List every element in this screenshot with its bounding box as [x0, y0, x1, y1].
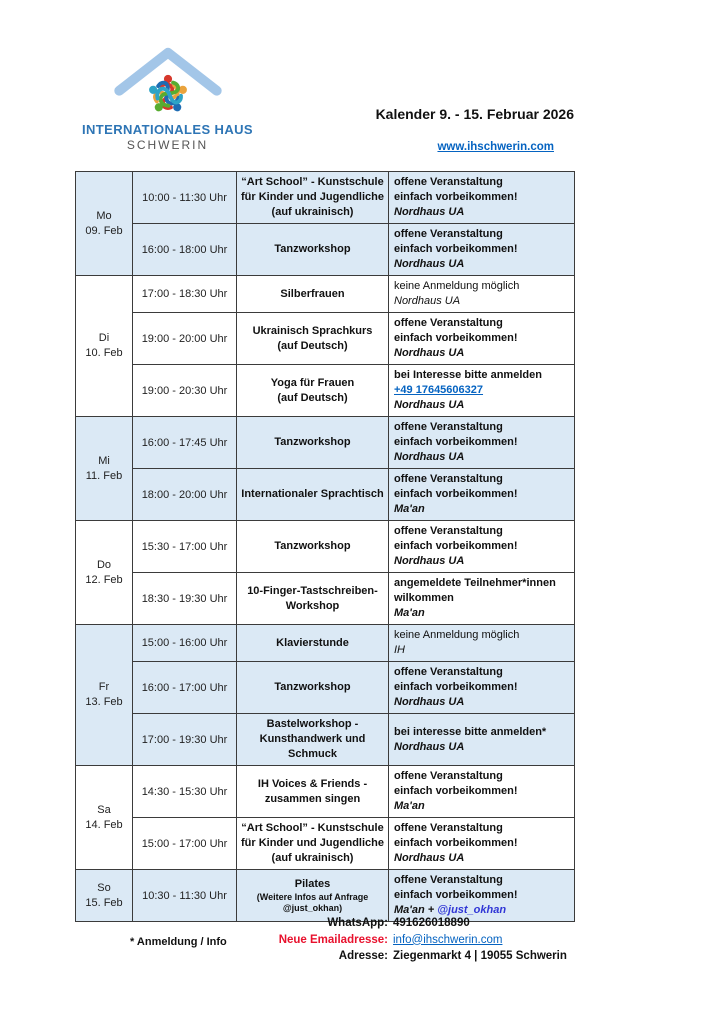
- info-text: bei interesse bitte anmelden*: [394, 725, 547, 738]
- time-cell: 15:00 - 17:00 Uhr: [133, 818, 237, 870]
- time-cell: 16:00 - 18:00 Uhr: [133, 224, 237, 276]
- day-label: Do: [96, 558, 112, 571]
- address-line: [0, 948, 724, 965]
- event-title-line: (auf ukrainisch): [271, 852, 354, 864]
- event-cell: [237, 766, 389, 818]
- info-cell: [389, 766, 575, 818]
- info-line: [394, 799, 570, 814]
- phone-link[interactable]: +49 17645606327: [394, 384, 484, 396]
- event-cell: [237, 625, 389, 662]
- day-cell: [76, 521, 133, 625]
- event-title-line: “Art School” - Kunstschule: [241, 822, 384, 834]
- schedule-row: [76, 469, 575, 521]
- day-cell: [76, 172, 133, 276]
- info-text: einfach vorbeikommen!: [394, 681, 518, 693]
- day-cell: [76, 870, 133, 922]
- day-label: Di: [98, 332, 110, 344]
- info-line: [394, 190, 570, 205]
- schedule-row: [76, 417, 575, 469]
- info-line: [394, 205, 570, 220]
- info-line: [394, 873, 570, 888]
- website-link[interactable]: www.ihschwerin.com: [437, 141, 554, 153]
- info-line: [394, 524, 570, 539]
- info-text: keine Anmeldung möglich: [394, 629, 520, 641]
- info-line: [394, 257, 570, 272]
- event-title-line: Pilates: [294, 878, 331, 890]
- page-title: Kalender 9. - 15. Februar 2026: [375, 106, 574, 122]
- time-cell: 17:00 - 19:30 Uhr: [133, 714, 237, 766]
- info-line: [394, 606, 570, 621]
- event-cell: [237, 417, 389, 469]
- info-line: [394, 888, 570, 903]
- logo-title: INTERNATIONALES HAUS: [82, 122, 253, 137]
- info-cell: [389, 469, 575, 521]
- info-text: Nordhaus UA: [394, 258, 465, 270]
- info-line: [394, 487, 570, 502]
- info-text: offene Veranstaltung: [394, 421, 503, 433]
- info-text: Ma'an +: [394, 904, 438, 916]
- info-text: Nordhaus UA: [394, 852, 465, 864]
- info-line: [394, 502, 570, 517]
- info-text: Ma'an: [394, 800, 425, 812]
- event-title-line: Tanzworkshop: [274, 540, 351, 552]
- event-cell: [237, 662, 389, 714]
- event-cell: [237, 870, 389, 922]
- event-title-line: für Kinder und Jugendliche: [240, 191, 384, 203]
- day-label: 11. Feb: [85, 469, 123, 482]
- schedule-row: [76, 625, 575, 662]
- info-line: [394, 539, 570, 554]
- event-title-line: “Art School” - Kunstschule: [241, 176, 384, 188]
- schedule-row: [76, 766, 575, 818]
- info-text: offene Veranstaltung: [394, 176, 503, 188]
- info-line: [394, 821, 570, 836]
- footer: [0, 915, 724, 965]
- info-line: [394, 242, 570, 257]
- info-text: Nordhaus UA: [394, 295, 461, 307]
- info-text: einfach vorbeikommen!: [394, 436, 518, 448]
- info-text: Nordhaus UA: [394, 696, 465, 708]
- info-text: Nordhaus UA: [394, 451, 465, 463]
- info-text: bei Interesse bitte anmelden: [394, 369, 542, 381]
- info-line: [394, 680, 570, 695]
- info-line: [394, 695, 570, 710]
- info-text: Nordhaus UA: [394, 347, 465, 359]
- schedule-row: [76, 313, 575, 365]
- info-cell: [389, 224, 575, 276]
- day-cell: [76, 276, 133, 417]
- event-note-line: @just_okhan): [282, 903, 343, 913]
- day-label: 12. Feb: [85, 573, 123, 586]
- whatsapp-line: [0, 915, 724, 932]
- info-line: [394, 851, 570, 866]
- event-cell: [237, 224, 389, 276]
- logo-subtitle: SCHWERIN: [126, 138, 209, 152]
- event-note-line: (Weitere Infos auf Anfrage: [256, 892, 369, 902]
- info-text: Nordhaus UA: [394, 206, 465, 218]
- info-text: einfach vorbeikommen!: [394, 837, 518, 849]
- info-cell: [389, 417, 575, 469]
- schedule-table-body: [76, 172, 575, 922]
- info-text: wilkommen: [394, 592, 454, 604]
- day-label: Sa: [97, 803, 111, 816]
- day-cell: [76, 417, 133, 521]
- event-cell: [237, 521, 389, 573]
- event-title-line: Workshop: [285, 599, 340, 612]
- info-line: [394, 554, 570, 569]
- event-title-line: IH Voices & Friends -: [257, 777, 368, 790]
- event-title-line: Kunsthandwerk und: [259, 733, 366, 745]
- day-label: 09. Feb: [85, 224, 123, 237]
- event-title-line: Silberfrauen: [280, 287, 345, 300]
- info-line: [394, 643, 570, 658]
- day-label: 13. Feb: [85, 696, 123, 708]
- registration-note: * Anmeldung / Info: [130, 936, 227, 948]
- schedule-row: [76, 870, 575, 922]
- event-title-line: Tanzworkshop: [274, 243, 351, 255]
- info-line: [394, 769, 570, 784]
- info-text: keine Anmeldung möglich: [394, 280, 520, 292]
- event-title-line: Klavierstunde: [276, 636, 349, 649]
- info-line: [394, 450, 570, 465]
- event-cell: [237, 313, 389, 365]
- info-cell: [389, 870, 575, 922]
- schedule-row: [76, 224, 575, 276]
- info-text: einfach vorbeikommen!: [394, 332, 518, 344]
- schedule-row: [76, 818, 575, 870]
- time-cell: 15:00 - 16:00 Uhr: [133, 625, 237, 662]
- time-cell: 15:30 - 17:00 Uhr: [133, 521, 237, 573]
- event-title-line: Ukrainisch Sprachkurs: [252, 324, 373, 337]
- time-cell: 16:00 - 17:45 Uhr: [133, 417, 237, 469]
- event-title-line: (auf Deutsch): [277, 339, 348, 352]
- info-line: [394, 294, 570, 309]
- info-text: einfach vorbeikommen!: [394, 889, 518, 901]
- time-cell: 10:30 - 11:30 Uhr: [133, 870, 237, 922]
- schedule-row: [76, 573, 575, 625]
- info-line: [394, 740, 570, 755]
- info-line: [394, 836, 570, 851]
- info-text: einfach vorbeikommen!: [394, 488, 518, 500]
- info-text: angemeldete Teilnehmer*innen: [394, 577, 556, 589]
- info-text: einfach vorbeikommen!: [394, 191, 518, 203]
- event-cell: [237, 469, 389, 521]
- schedule-row: [76, 365, 575, 417]
- event-title-line: Schmuck: [288, 748, 337, 760]
- event-title-line: (auf ukrainisch): [271, 206, 354, 218]
- info-text: offene Veranstaltung: [394, 317, 503, 329]
- info-cell: [389, 521, 575, 573]
- event-title-line: 10-Finger-Tastschreiben-: [247, 584, 378, 597]
- telegram-handle-link[interactable]: @just_okhan: [437, 904, 507, 916]
- event-title-line: Internationaler Sprachtisch: [241, 488, 384, 500]
- info-line: [394, 346, 570, 361]
- email-link[interactable]: info@ihschwerin.com: [393, 933, 503, 946]
- info-line: [394, 725, 570, 740]
- info-text: einfach vorbeikommen!: [394, 785, 518, 797]
- day-label: Mi: [98, 454, 110, 467]
- day-cell: [76, 766, 133, 870]
- time-cell: 19:00 - 20:30 Uhr: [133, 365, 237, 417]
- house-logo-icon: [102, 40, 234, 120]
- info-text: offene Veranstaltung: [394, 822, 503, 834]
- time-cell: 19:00 - 20:00 Uhr: [133, 313, 237, 365]
- event-title-line: (auf Deutsch): [277, 391, 348, 404]
- whatsapp-number: 491626018890: [393, 917, 470, 929]
- event-cell: [237, 714, 389, 766]
- info-text: offene Veranstaltung: [394, 228, 503, 240]
- address-label: Adresse:: [338, 950, 388, 962]
- info-cell: [389, 818, 575, 870]
- event-title-line: Tanzworkshop: [274, 681, 351, 693]
- schedule-row: [76, 521, 575, 573]
- info-text: offene Veranstaltung: [394, 473, 503, 485]
- info-line: [394, 591, 570, 606]
- info-line: [394, 628, 570, 643]
- info-text: offene Veranstaltung: [394, 770, 503, 782]
- time-cell: 17:00 - 18:30 Uhr: [133, 276, 237, 313]
- time-cell: 18:00 - 20:00 Uhr: [133, 469, 237, 521]
- info-cell: [389, 172, 575, 224]
- info-text: IH: [394, 644, 405, 656]
- event-title-line: Yoga für Frauen: [270, 376, 355, 389]
- time-cell: 18:30 - 19:30 Uhr: [133, 573, 237, 625]
- event-title-line: zusammen singen: [264, 792, 361, 805]
- info-text: Ma'an: [394, 503, 425, 515]
- info-text: Ma'an: [394, 607, 425, 619]
- event-cell: [237, 365, 389, 417]
- schedule-row: [76, 662, 575, 714]
- day-label: 10. Feb: [85, 347, 123, 359]
- event-cell: [237, 573, 389, 625]
- time-cell: 14:30 - 15:30 Uhr: [133, 766, 237, 818]
- schedule-row: [76, 172, 575, 224]
- info-cell: [389, 365, 575, 417]
- day-label: 15. Feb: [85, 896, 123, 909]
- event-title-line: für Kinder und Jugendliche: [240, 837, 384, 849]
- info-text: offene Veranstaltung: [394, 525, 503, 537]
- event-cell: [237, 172, 389, 224]
- info-line: [394, 279, 570, 294]
- event-title-line: Tanzworkshop: [274, 436, 351, 448]
- day-label: Mo: [96, 209, 112, 222]
- whatsapp-label: WhatsApp:: [327, 917, 388, 929]
- day-label: Fr: [98, 681, 110, 693]
- schedule-table: [75, 171, 575, 922]
- day-label: So: [97, 881, 111, 894]
- info-cell: [389, 276, 575, 313]
- info-text: einfach vorbeikommen!: [394, 540, 518, 552]
- info-cell: [389, 662, 575, 714]
- info-line: [394, 398, 570, 413]
- info-text: Nordhaus UA: [394, 399, 465, 411]
- day-label: 14. Feb: [85, 818, 123, 831]
- event-title-line: Bastelworkshop -: [266, 718, 359, 730]
- info-line: [394, 435, 570, 450]
- info-cell: [389, 714, 575, 766]
- logo: [70, 40, 265, 152]
- info-line: [394, 331, 570, 346]
- email-line: [0, 932, 724, 949]
- info-line: [394, 665, 570, 680]
- day-cell: [76, 625, 133, 766]
- info-text: Nordhaus UA: [394, 555, 465, 567]
- info-text: Nordhaus UA: [394, 740, 465, 753]
- info-line: [394, 383, 570, 398]
- info-line: [394, 472, 570, 487]
- info-line: [394, 420, 570, 435]
- info-cell: [389, 313, 575, 365]
- info-line: [394, 227, 570, 242]
- address-value: Ziegenmarkt 4 | 19055 Schwerin: [393, 950, 567, 962]
- info-text: einfach vorbeikommen!: [394, 243, 518, 255]
- info-text: offene Veranstaltung: [394, 874, 503, 886]
- schedule-row: [76, 276, 575, 313]
- email-label: Neue Emailadresse:: [278, 933, 388, 946]
- event-cell: [237, 818, 389, 870]
- info-text: offene Veranstaltung: [394, 666, 503, 678]
- event-cell: [237, 276, 389, 313]
- info-line: [394, 784, 570, 799]
- info-line: [394, 316, 570, 331]
- info-cell: [389, 625, 575, 662]
- info-cell: [389, 573, 575, 625]
- time-cell: 16:00 - 17:00 Uhr: [133, 662, 237, 714]
- schedule-row: [76, 714, 575, 766]
- info-line: [394, 368, 570, 383]
- time-cell: 10:00 - 11:30 Uhr: [133, 172, 237, 224]
- info-line: [394, 175, 570, 190]
- info-line: [394, 576, 570, 591]
